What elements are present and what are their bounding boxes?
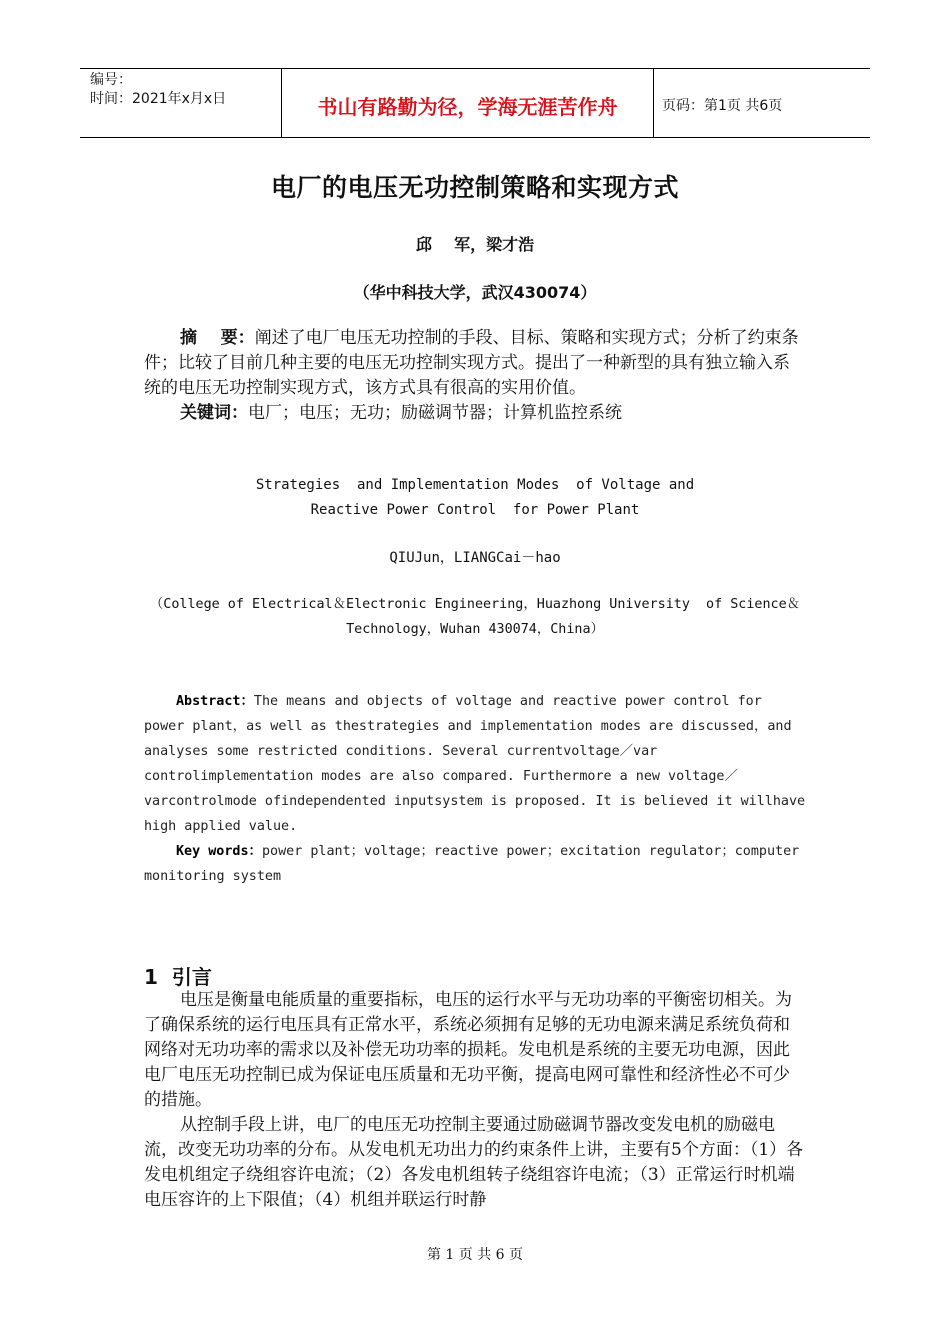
header-table <box>80 68 870 138</box>
english-title <box>0 473 950 523</box>
section-number: 1 <box>144 965 158 989</box>
motto: 书山有路勤为径，学海无涯苦作舟 <box>281 69 654 137</box>
abstract-cn-text: 阐述了电厂电压无功控制的手段、目标、策略和实现方式；分析了约束条件；比较了目前几种主要的电压无功控制实现方式。提出了一种新型的具有独立输入系统的电压无功控制实现方式，该方式具有很高的实用价值。 <box>144 328 799 398</box>
english-authors: QIUJun，LIANGCai－hao <box>389 550 561 566</box>
english-title-line2: Reactive Power Control for Power Plant <box>310 502 640 518</box>
paper-authors: 邱 军，梁才浩 <box>415 235 535 254</box>
paper-affiliation: （华中科技大学，武汉430074） <box>353 283 597 302</box>
page-footer: 第 1 页 共 6 页 <box>426 1247 524 1263</box>
body-paragraph-1: 电压是衡量电能质量的重要指标，电压的运行水平与无功功率的平衡密切相关。为了确保系统的运行电压具有正常水平，系统必须拥有足够的无功电源来满足系统负荷和网络对无功功率的需求以及补偿无功功率的损耗。发电机是系统的主要无功电源，因此电厂电压无功控制已成为保证电压质量和无功平衡，提高电网可靠性和经济性必不可少的措施。 <box>144 990 792 1110</box>
page-info: 页码：第1页 共6页 <box>662 98 783 114</box>
keywords-cn-label: 关键词： <box>180 403 248 423</box>
body-paragraph-2: 从控制手段上讲，电厂的电压无功控制主要通过励磁调节器改变发电机的励磁电流，改变无功功率的分布。从发电机无功出力的约束条件上讲，主要有5个方面：（1）各发电机组定子绕组容许电流；（2）各发电机组转子绕组容许电流；（3）正常运行时机端电压容许的上下限值；（4）机组并联运行时静 <box>144 1115 804 1210</box>
header-left-cell <box>80 69 281 137</box>
english-affiliation <box>0 592 950 642</box>
number-label: 编号： <box>90 72 132 88</box>
abstract-en-label: Abstract： <box>176 694 254 709</box>
section-heading <box>144 961 212 990</box>
keywords-cn-text: 电厂；电压；无功；励磁调节器；计算机监控系统 <box>248 403 622 423</box>
keywords-en-text: power plant；voltage；reactive power；excitation regulator；computer monitoring system <box>144 844 800 884</box>
english-affil-line1: （College of Electrical＆Electronic Engineering，Huazhong University of Science＆ <box>149 597 801 612</box>
abstract-cn <box>144 326 804 426</box>
english-affil-line2: Technology，Wuhan 430074，China） <box>346 622 604 637</box>
abstract-en-text: The means and objects of voltage and reactive power control for power plant，as well as thestrategies and implementation modes are discussed，and analyses some restricted conditions. Several currentvoltage／var controlimplementation modes are also compared. Furthermore a new voltage／varcontrolmode ofindependented inputsystem is proposed. It is believed it willhave high applied value. <box>144 694 806 834</box>
section-body <box>144 988 804 1213</box>
keywords-en-label: Key words： <box>176 844 262 859</box>
time-label: 时间：2021年x月x日 <box>90 91 227 107</box>
abstract-cn-label: 摘 要： <box>180 328 255 348</box>
english-title-line1: Strategies and Implementation Modes of Voltage and <box>255 477 695 493</box>
abstract-en <box>144 689 810 889</box>
paper-title: 电厂的电压无功控制策略和实现方式 <box>270 173 679 202</box>
section-title: 引言 <box>171 965 212 989</box>
